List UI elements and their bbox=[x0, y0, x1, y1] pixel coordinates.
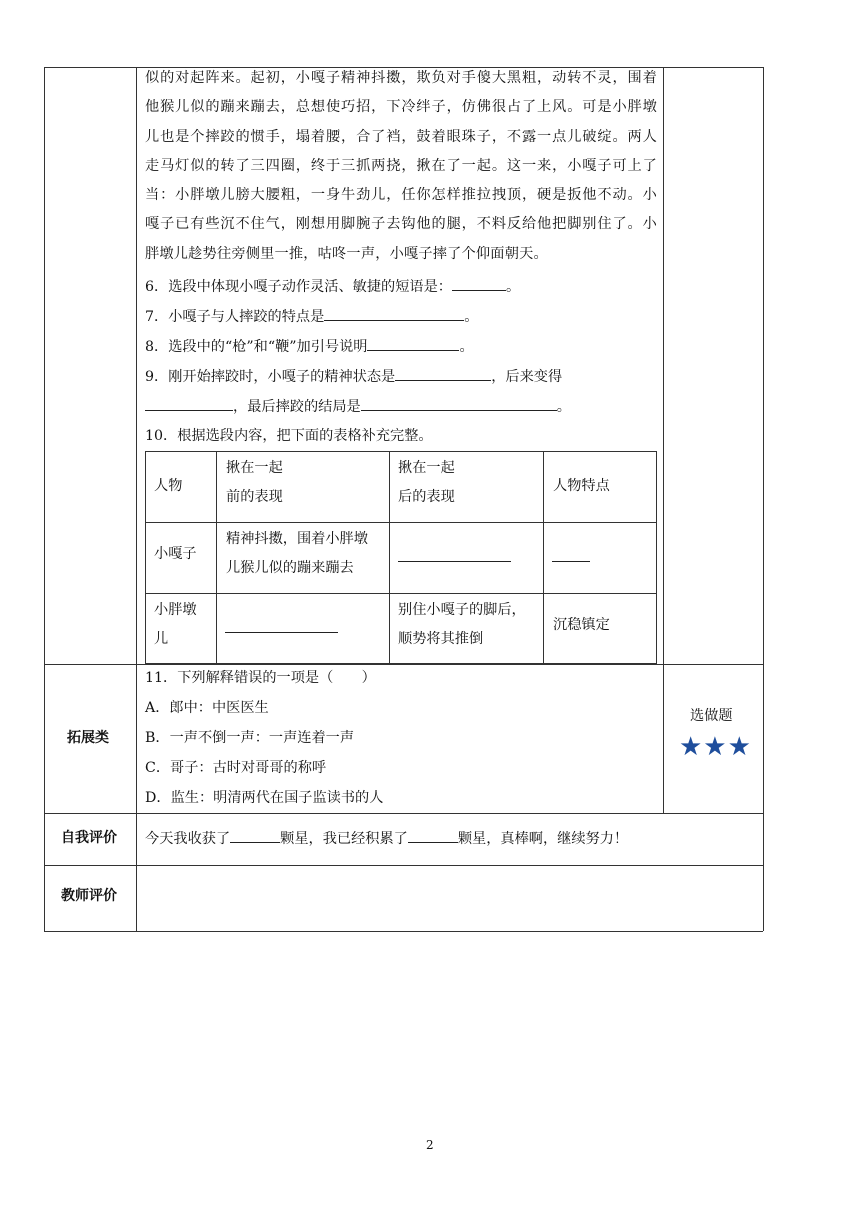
question-6-answer-blank[interactable] bbox=[452, 276, 506, 291]
question-9-line-2 bbox=[145, 396, 571, 416]
question-11-text: 11．下列解释错误的一项是（ ） bbox=[145, 670, 376, 686]
page-number: 2 bbox=[426, 1138, 434, 1152]
teacher-eval-area[interactable] bbox=[137, 866, 762, 930]
question-7-end: 。 bbox=[464, 309, 479, 325]
optional-tag: 选做题 bbox=[690, 708, 733, 724]
passage-line: 他猴儿似的蹦来蹦去，总想使巧招，下冷绊子，仿佛很占了上风。可是小胖墩 bbox=[145, 99, 657, 116]
header-before-line2: 前的表现 bbox=[226, 489, 283, 505]
header-after-line2: 后的表现 bbox=[398, 489, 455, 505]
question-9 bbox=[145, 366, 562, 386]
table-row-border bbox=[145, 522, 657, 523]
question-9-end: 。 bbox=[556, 399, 571, 415]
row1-before-line2: 儿猴儿似的蹦来蹦去 bbox=[226, 560, 354, 576]
header-character: 人物 bbox=[154, 478, 183, 494]
passage-line: 胖墩儿趁势往旁侧里一推，咕咚一声，小嘎子摔了个仰面朝天。 bbox=[145, 245, 548, 262]
question-9-mid-2: ，最后摔跤的结局是 bbox=[233, 399, 361, 415]
row1-before-line1: 精神抖擞，围着小胖墩 bbox=[226, 531, 368, 547]
table-bottom-border bbox=[145, 663, 657, 664]
option-a[interactable]: A．郎中：中医医生 bbox=[145, 700, 269, 716]
question-9-text: 9．刚开始摔跤时，小嘎子的精神状态是 bbox=[145, 369, 396, 385]
extension-label: 拓展类 bbox=[67, 730, 109, 746]
three-star-icon: ★★★ bbox=[679, 732, 752, 762]
table-top-border bbox=[145, 451, 657, 452]
header-before-line1: 揪在一起 bbox=[226, 460, 283, 476]
row2-after-line1: 别住小嘎子的脚后， bbox=[398, 602, 526, 618]
table-left-border bbox=[145, 451, 146, 663]
grid-right-border bbox=[763, 67, 764, 931]
question-8-answer-blank[interactable] bbox=[367, 336, 459, 351]
self-eval-stars-total-blank[interactable] bbox=[408, 828, 458, 843]
grid-row-self-eval-top bbox=[44, 813, 763, 814]
reading-passage bbox=[145, 64, 657, 269]
row1-name: 小嘎子 bbox=[154, 546, 197, 562]
row2-before-blank[interactable] bbox=[225, 618, 338, 633]
self-eval-text-3: 颗星，真棒啊，继续努力！ bbox=[457, 831, 629, 847]
header-trait: 人物特点 bbox=[553, 478, 610, 494]
option-b[interactable]: B．一声不倒一声：一声连着一声 bbox=[145, 730, 355, 746]
passage-line: 当：小胖墩儿膀大腰粗，一身牛劲儿，任你怎样推拉拽顶，硬是扳他不动。小 bbox=[145, 187, 657, 204]
question-8 bbox=[145, 336, 474, 356]
table-right-border bbox=[656, 451, 657, 663]
grid-bottom-border bbox=[44, 931, 763, 932]
question-6 bbox=[145, 276, 520, 296]
row2-after-line2: 顺势将其推倒 bbox=[398, 631, 484, 647]
passage-line: 走马灯似的转了三四圈，终于三抓两挠，揪在了一起。这一来，小嘎子可上了 bbox=[145, 157, 657, 174]
question-7-answer-blank[interactable] bbox=[324, 306, 464, 321]
table-col-border bbox=[543, 451, 544, 663]
self-eval-sentence bbox=[145, 828, 628, 848]
row2-trait: 沉稳镇定 bbox=[553, 617, 610, 633]
table-col-border bbox=[389, 451, 390, 663]
self-eval-stars-earned-blank[interactable] bbox=[230, 828, 280, 843]
row2-name-line2: 儿 bbox=[154, 631, 169, 647]
question-7-text: 7．小嘎子与人摔跤的特点是 bbox=[145, 309, 325, 325]
row1-after-blank[interactable] bbox=[398, 547, 511, 562]
question-6-text: 6．选段中体现小嘎子动作灵活、敏捷的短语是： bbox=[145, 279, 452, 295]
self-eval-text-1: 今天我收获了 bbox=[145, 831, 231, 847]
question-9-answer-blank-1[interactable] bbox=[395, 366, 491, 381]
question-11 bbox=[145, 667, 376, 687]
question-6-end: 。 bbox=[505, 279, 521, 295]
passage-line: 儿也是个摔跤的惯手，塌着腰，合了裆，鼓着眼珠子，不露一点儿破绽。两人 bbox=[145, 128, 657, 145]
self-eval-text-2: 颗星，我已经积累了 bbox=[280, 831, 408, 847]
self-eval-label: 自我评价 bbox=[61, 830, 117, 846]
table-col-border bbox=[216, 451, 217, 663]
header-after-line1: 揪在一起 bbox=[398, 460, 455, 476]
grid-col1-border bbox=[136, 67, 137, 931]
question-7 bbox=[145, 306, 478, 326]
passage-line: 嘎子已有些沉不住气，刚想用脚腕子去钩他的腿，不料反给他把脚别住了。小 bbox=[145, 216, 657, 233]
row2-name-line1: 小胖墩 bbox=[154, 602, 197, 618]
grid-col2-border bbox=[663, 67, 664, 813]
question-9-answer-blank-3[interactable] bbox=[361, 396, 557, 411]
question-8-text: 8．选段中的“枪”和“鞭”加引号说明 bbox=[145, 339, 368, 355]
question-10 bbox=[145, 425, 433, 445]
question-10-text: 10．根据选段内容，把下面的表格补充完整。 bbox=[145, 428, 433, 444]
teacher-eval-label: 教师评价 bbox=[61, 888, 117, 904]
grid-row-extension-top bbox=[44, 664, 763, 665]
grid-left-border bbox=[44, 67, 45, 931]
option-c[interactable]: C．哥子：古时对哥哥的称呼 bbox=[145, 760, 327, 776]
character-table bbox=[145, 451, 657, 664]
question-8-end: 。 bbox=[459, 339, 474, 355]
question-9-answer-blank-2[interactable] bbox=[145, 396, 233, 411]
option-d[interactable]: D．监生：明清两代在国子监读书的人 bbox=[145, 790, 384, 806]
table-row-border bbox=[145, 593, 657, 594]
row1-trait-blank[interactable] bbox=[552, 547, 590, 562]
passage-line: 似的对起阵来。起初，小嘎子精神抖擞，欺负对手傻大黑粗，动转不灵，围着 bbox=[145, 70, 657, 86]
question-9-mid: ，后来变得 bbox=[491, 369, 563, 385]
